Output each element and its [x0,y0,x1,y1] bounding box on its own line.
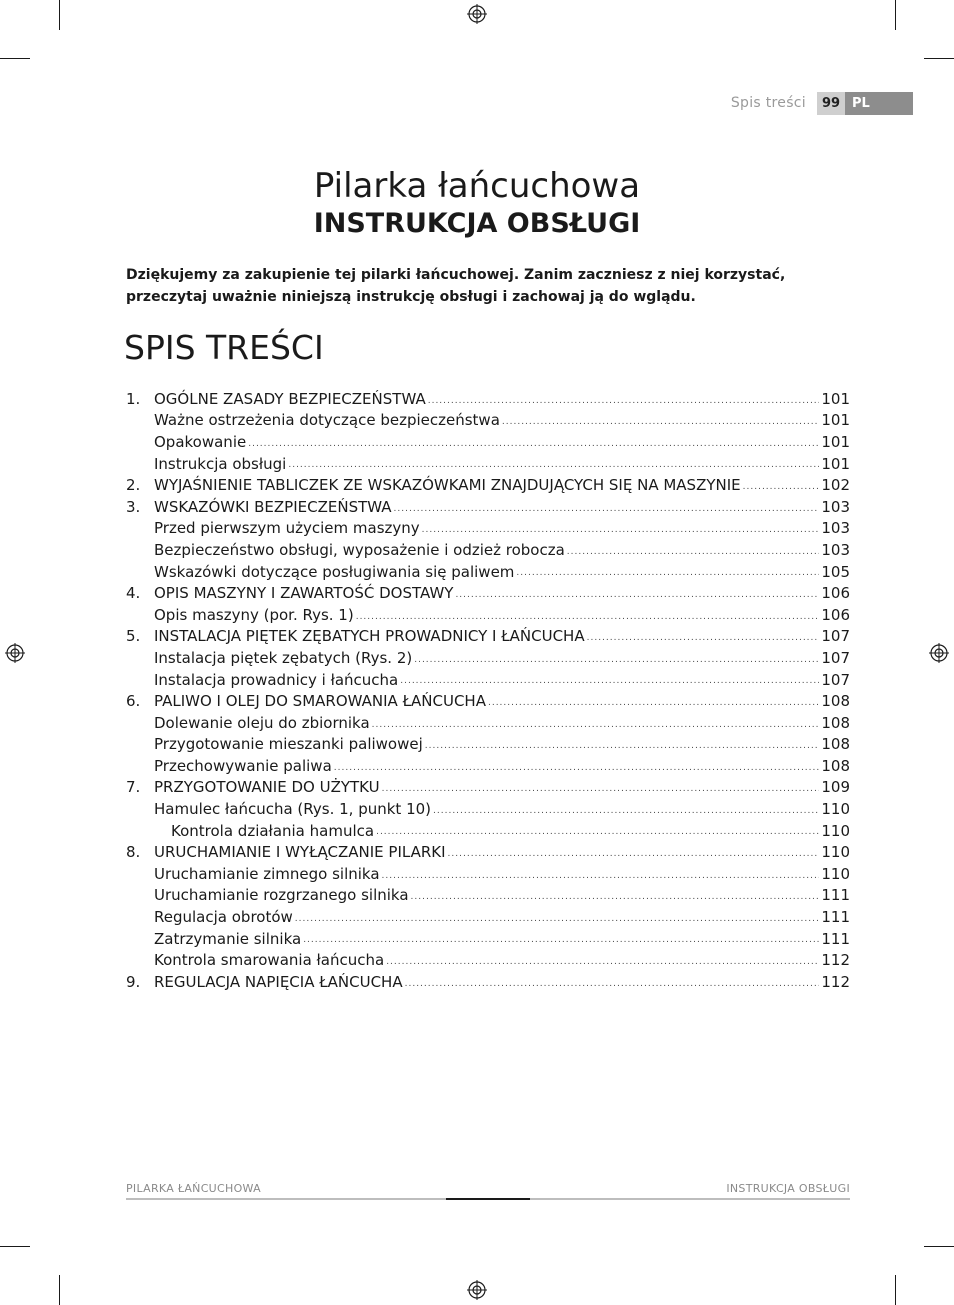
toc-dot-leader [448,849,820,863]
crop-mark [59,1275,60,1305]
toc-entry-title: Kontrola smarowania łańcucha [154,951,385,970]
toc-entry-page: 111 [821,908,850,927]
toc-entry-title: Uruchamianie zimnego silnika [154,864,380,883]
toc-entry-number: 1. [126,389,141,408]
toc-dot-leader [394,504,820,518]
toc-dot-leader [295,914,820,928]
toc-entry [126,712,850,734]
toc-entry-page: 107 [821,648,850,667]
toc-dot-leader [376,827,819,841]
toc-entry-title: Instalacja piętek zębatych (Rys. 2) [154,648,413,667]
toc-entry-page: 105 [821,562,850,581]
toc-dot-leader [433,806,819,820]
toc-entry-page: 109 [821,778,850,797]
toc-entry [126,820,850,842]
toc-entry-title: WYJAŚNIENIE TABLICZEK ZE WSKAZÓWKAMI ZNAJDUJĄCYCH SIĘ NA MASZYNIE [154,476,741,495]
footer-rule-accent [446,1198,530,1200]
toc-entry-title: OGÓLNE ZASADY BEZPIECZEŃSTWA [154,389,426,408]
toc-dot-leader [587,633,820,647]
toc-dot-leader [405,979,820,993]
footer-rule [126,1198,446,1200]
toc-entry [126,669,850,691]
toc-entry-page: 107 [821,627,850,646]
toc-dot-leader [382,784,820,798]
toc-entry-title: URUCHAMIANIE I WYŁĄCZANIE PILARKI [154,843,446,862]
toc-entry [126,647,850,669]
toc-entry-page: 112 [821,951,850,970]
intro-paragraph [126,264,850,308]
document-subtitle: INSTRUKCJA OBSŁUGI [313,208,641,239]
toc-entry [126,841,850,863]
toc-entry-title: Instalacja prowadnicy i łańcucha [154,670,399,689]
toc-dot-leader [372,720,820,734]
toc-entry-number: 8. [126,843,141,862]
toc-entry-number: 4. [126,584,141,603]
toc-entry-title: Przechowywanie paliwa [154,756,332,775]
toc-heading: SPIS TREŚCI [124,328,324,367]
toc-entry-page: 110 [821,864,850,883]
toc-entry-page: 108 [821,692,850,711]
toc-entry-page: 103 [821,519,850,538]
toc-dot-leader [428,396,820,410]
toc-dot-leader [334,763,820,777]
toc-entry-title: Opis maszyny (por. Rys. 1) [154,605,354,624]
toc-entry-page: 101 [821,411,850,430]
toc-entry-title: WSKAZÓWKI BEZPIECZEŃSTWA [154,497,392,516]
toc-entry-number: 6. [126,692,141,711]
toc-dot-leader [386,957,819,971]
toc-entry-title: Ważne ostrzeżenia dotyczące bezpieczeństwa [154,411,500,430]
header-page-number: 99 [817,92,845,115]
crop-mark [895,1275,896,1305]
toc-entry [126,949,850,971]
toc-entry [126,518,850,540]
crop-mark [0,1246,30,1247]
toc-entry-page: 101 [821,432,850,451]
toc-entry-title: REGULACJA NAPIĘCIA ŁAŃCUCHA [154,972,403,991]
toc-entry [126,431,850,453]
toc-entry [126,410,850,432]
toc-entry-title: Wskazówki dotyczące posługiwania się paliwem [154,562,515,581]
toc-entry-title: Regulacja obrotów [154,908,293,927]
intro-line: Dziękujemy za zakupienie tej pilarki łańcuchowej. Zanim zaczniesz z niej korzystać, [126,267,786,283]
toc-entry-title: Zatrzymanie silnika [154,929,302,948]
toc-dot-leader [288,460,819,474]
toc-entry-page: 108 [821,756,850,775]
toc-entry [126,798,850,820]
toc-entry-page: 110 [821,800,850,819]
toc-entry [126,734,850,756]
toc-entry-page: 103 [821,540,850,559]
toc-entry-page: 103 [821,497,850,516]
toc-dot-leader [356,612,820,626]
toc-dot-leader [488,698,819,712]
crop-mark [924,1246,954,1247]
toc-entry [126,690,850,712]
table-of-contents [126,388,850,993]
toc-entry [126,539,850,561]
toc-dot-leader [414,655,819,669]
crop-mark [0,58,30,59]
toc-entry [126,626,850,648]
toc-entry-title: Instrukcja obsługi [154,454,287,473]
header-section-label: Spis treści [730,95,806,111]
crop-mark [59,0,60,30]
crop-mark [924,58,954,59]
toc-dot-leader [502,417,819,431]
toc-entry-title: PRZYGOTOWANIE DO UŻYTKU [154,778,380,797]
toc-entry-title: Hamulec łańcucha (Rys. 1, punkt 10) [154,800,432,819]
toc-entry-title: Bezpieczeństwo obsługi, wyposażenie i odzież robocza [154,540,565,559]
intro-line: przeczytaj uważnie niniejszą instrukcję obsługi i zachowaj ją do wglądu. [126,289,696,305]
footer-rule [530,1198,850,1200]
toc-dot-leader [303,935,819,949]
crop-mark [895,0,896,30]
document-title: Pilarka łańcuchowa [313,166,641,206]
toc-entry [126,755,850,777]
toc-entry [126,863,850,885]
toc-dot-leader [248,439,819,453]
toc-entry-number: 3. [126,497,141,516]
toc-entry-title: Kontrola działania hamulca [171,821,375,840]
toc-dot-leader [743,482,820,496]
toc-dot-leader [400,676,819,690]
toc-entry-title: OPIS MASZYNY I ZAWARTOŚĆ DOSTAWY [154,584,454,603]
toc-entry [126,561,850,583]
toc-entry-page: 111 [821,886,850,905]
toc-entry [126,474,850,496]
toc-entry-page: 106 [821,584,850,603]
toc-entry-page: 101 [821,454,850,473]
registration-mark-icon [467,1280,487,1300]
toc-dot-leader [425,741,820,755]
toc-entry-number: 9. [126,972,141,991]
toc-entry-title: Dolewanie oleju do zbiornika [154,713,370,732]
toc-entry [126,971,850,993]
registration-mark-icon [929,643,949,663]
toc-entry [126,777,850,799]
registration-mark-icon [5,643,25,663]
toc-entry-number: 5. [126,627,141,646]
footer-left-label: PILARKA ŁAŃCUCHOWA [126,1182,261,1195]
toc-entry-title: Przed pierwszym użyciem maszyny [154,519,420,538]
toc-entry-title: INSTALACJA PIĘTEK ZĘBATYCH PROWADNICY I ŁAŃCUCHA [154,627,585,646]
toc-entry-title: Opakowanie [154,432,247,451]
toc-entry-number: 7. [126,778,141,797]
toc-entry-page: 112 [821,972,850,991]
toc-entry-page: 107 [821,670,850,689]
toc-entry-title: Przygotowanie mieszanki paliwowej [154,735,423,754]
toc-entry-page: 101 [821,389,850,408]
toc-dot-leader [516,568,819,582]
toc-entry-page: 108 [821,735,850,754]
toc-dot-leader [411,892,820,906]
toc-entry [126,604,850,626]
toc-entry [126,906,850,928]
toc-entry [126,496,850,518]
toc-entry [126,885,850,907]
toc-entry [126,453,850,475]
toc-entry-page: 102 [821,476,850,495]
toc-dot-leader [382,871,820,885]
toc-dot-leader [422,525,820,539]
toc-entry-page: 111 [821,929,850,948]
toc-entry-number: 2. [126,476,141,495]
header-language-tab: PL [845,92,913,115]
toc-entry-page: 108 [821,713,850,732]
toc-entry-page: 110 [821,821,850,840]
toc-entry-page: 110 [821,843,850,862]
toc-entry [126,582,850,604]
toc-entry [126,928,850,950]
toc-entry [126,388,850,410]
toc-dot-leader [455,590,819,604]
registration-mark-icon [467,4,487,24]
toc-entry-title: Uruchamianie rozgrzanego silnika [154,886,409,905]
footer-right-label: INSTRUKCJA OBSŁUGI [726,1182,850,1195]
toc-entry-page: 106 [821,605,850,624]
toc-entry-title: PALIWO I OLEJ DO SMAROWANIA ŁAŃCUCHA [154,692,486,711]
toc-dot-leader [567,547,820,561]
